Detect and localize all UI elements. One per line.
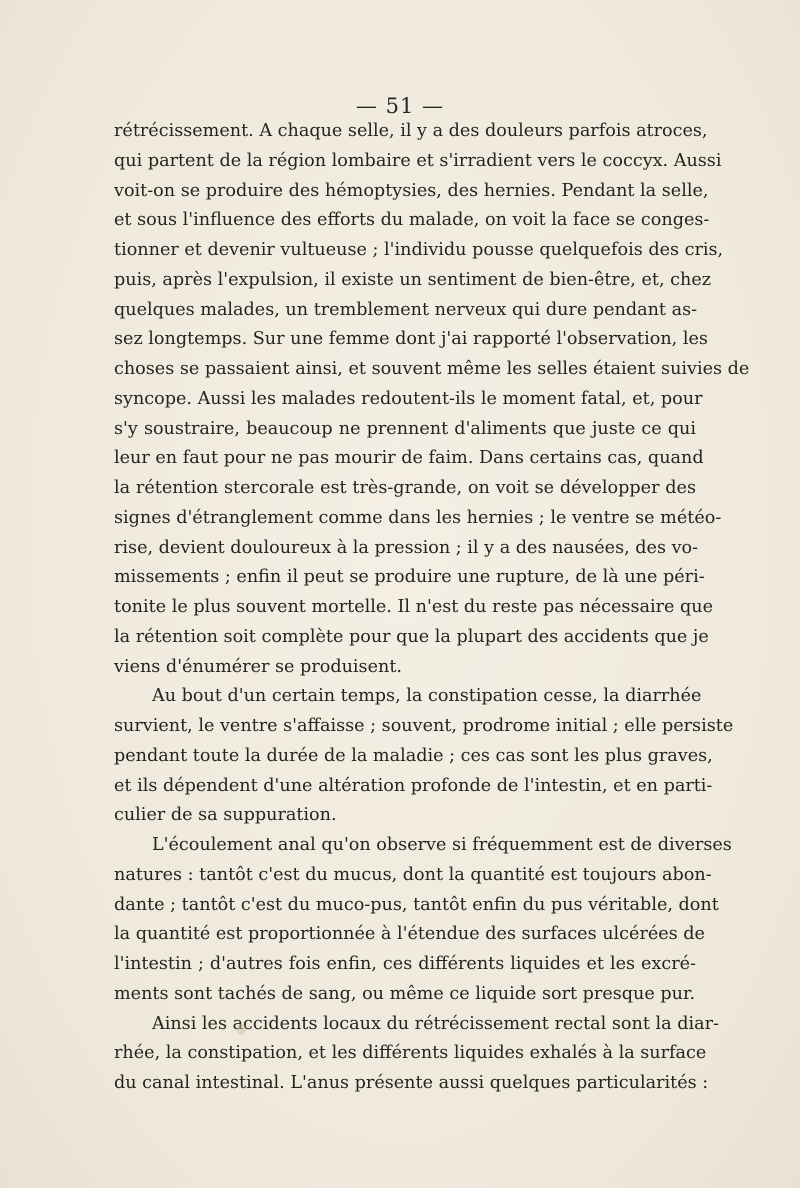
text-line: l'intestin ; d'autres fois enfin, ces différents liquides et les excré- bbox=[114, 954, 696, 974]
text-line: L'écoulement anal qu'on observe si fréquemment est de diverses bbox=[152, 835, 732, 855]
text-line: tonite le plus souvent mortelle. Il n'est du reste pas nécessaire que bbox=[114, 597, 714, 617]
text-line: voit-on se produire des hémoptysies, des hernies. Pendant la selle, bbox=[114, 180, 709, 201]
text-line: natures : tantôt c'est du mucus, dont la quantité est toujours abon- bbox=[114, 864, 712, 885]
text-line: rhée, la constipation, et les différents liquides exhalés à la surface bbox=[114, 1043, 707, 1064]
text-line: qui partent de la région lombaire et s'irradient vers le coccyx. Aussi bbox=[114, 150, 722, 171]
text-line: pendant toute la durée de la maladie ; ces cas sont les plus graves, bbox=[114, 745, 713, 766]
body-text bbox=[114, 117, 750, 1099]
text-line: et ils dépendent d'une altération profonde de l'intestin, et en parti- bbox=[114, 775, 713, 796]
page-number: — 51 — bbox=[355, 94, 445, 118]
text-line: quelques malades, un tremblement nerveux qui dure pendant as- bbox=[114, 299, 698, 320]
text-line: du canal intestinal. L'anus présente aussi quelques particularités : bbox=[114, 1073, 709, 1093]
text-line: et sous l'influence des efforts du malade, on voit la face se conges- bbox=[114, 210, 710, 231]
text-line: la quantité est proportionnée à l'étendue des surfaces ulcérées de bbox=[114, 924, 705, 945]
text-line: choses se passaient ainsi, et souvent même les selles étaient suivies de bbox=[114, 359, 750, 379]
text-line: missements ; enfin il peut se produire une rupture, de là une péri- bbox=[114, 567, 705, 588]
text-line: dante ; tantôt c'est du muco-pus, tantôt enfin du pus véritable, dont bbox=[114, 894, 719, 915]
text-line: rétrécissement. A chaque selle, il y a des douleurs parfois atroces, bbox=[114, 121, 708, 141]
text-line: puis, après l'expulsion, il existe un sentiment de bien-être, et, chez bbox=[114, 269, 712, 290]
text-line: viens d'énumérer se produisent. bbox=[114, 656, 402, 677]
text-line: s'y soustraire, beaucoup ne prennent d'aliments que juste ce qui bbox=[114, 418, 696, 439]
text-line: la rétention stercorale est très-grande, on voit se développer des bbox=[114, 478, 696, 498]
text-line: ments sont tachés de sang, ou même ce liquide sort presque pur. bbox=[114, 983, 696, 1004]
ink-spot bbox=[237, 1024, 246, 1035]
text-line: culier de sa suppuration. bbox=[114, 805, 337, 826]
text-line: Ainsi les accidents locaux du rétrécissement rectal sont la diar- bbox=[152, 1013, 719, 1034]
text-line: survient, le ventre s'affaisse ; souvent, prodrome initial ; elle persiste bbox=[114, 716, 734, 736]
text-line: sez longtemps. Sur une femme dont j'ai rapporté l'observation, les bbox=[114, 329, 708, 350]
text-line: syncope. Aussi les malades redoutent-ils le moment fatal, et, pour bbox=[114, 388, 703, 409]
text-line: rise, devient douloureux à la pression ; il y a des nausées, des vo- bbox=[114, 537, 699, 558]
text-line: tionner et devenir vultueuse ; l'individu pousse quelquefois des cris, bbox=[114, 240, 724, 260]
text-line: la rétention soit complète pour que la plupart des accidents que je bbox=[114, 626, 709, 647]
text-line: signes d'étranglement comme dans les hernies ; le ventre se météo- bbox=[114, 507, 722, 528]
text-line: Au bout d'un certain temps, la constipation cesse, la diarrhée bbox=[152, 686, 702, 707]
text-line: leur en faut pour ne pas mourir de faim. Dans certains cas, quand bbox=[114, 448, 704, 469]
